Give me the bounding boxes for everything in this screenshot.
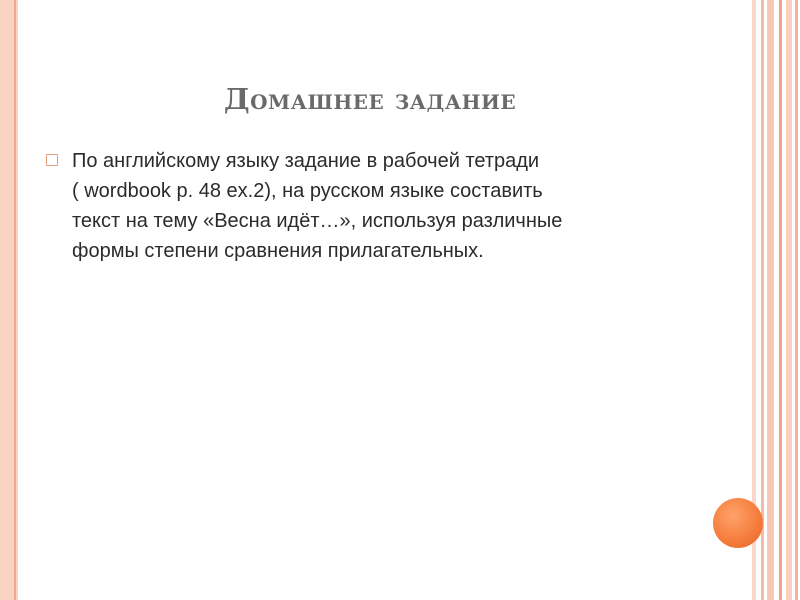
square-bullet-icon [46,154,58,166]
body-line: ( wordbook p. 48 ex.2), на русском языке составить [72,180,543,202]
body-line: текст на тему «Весна идёт…», используя различные [72,210,563,232]
stripe [779,0,782,600]
orange-circle-decoration [713,498,763,548]
stripe [795,0,798,600]
left-border-decoration [0,0,18,600]
slide-content [46,146,686,266]
stripe [786,0,792,600]
slide-title: Домашнее задание [223,82,517,116]
bullet-item [46,146,686,266]
bullet-text [72,146,562,266]
body-line: По английскому языку задание в рабочей тетради [72,150,540,172]
stripe [761,0,764,600]
body-line: формы степени сравнения прилагательных. [72,240,484,262]
stripe [767,0,774,600]
